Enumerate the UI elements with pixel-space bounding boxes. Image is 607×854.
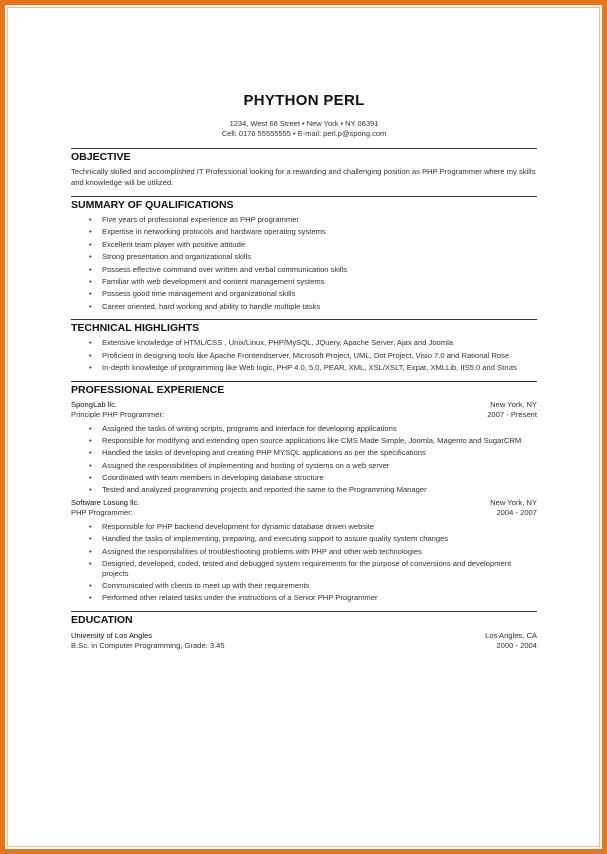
job-company: SpongLab llc.	[71, 399, 118, 409]
job-duties	[71, 424, 537, 495]
resume-document	[71, 92, 537, 652]
education-section	[71, 611, 537, 652]
list-item: • Strong presentation and organizational skills	[89, 252, 537, 262]
list-item: • Career oriented, hard working and ability to handle multiple tasks	[89, 302, 537, 312]
list-item: • Extensive knowledge of HTML/CSS , Unix/Linux, PHP/MySQL, JQuery, Apache Server, Ajax and Joomla	[89, 338, 537, 348]
job-subheader	[71, 410, 537, 421]
job-location: New York, NY	[490, 399, 537, 409]
job-header	[71, 498, 537, 509]
list-item: • Assigned the responsibilities of implementing and hosting of systems on a web server	[89, 461, 537, 471]
list-item: • Proficient in designing tools like Apache Frontendserver, Microsoft Project, UML, Dot Project, Visio 7.0 and Rational Rose	[89, 351, 537, 361]
objective-section	[71, 148, 537, 188]
list-item: • Handled the tasks of implementing, preparing, and executing support to assure quality system changes	[89, 534, 537, 544]
experience-heading: PROFESSIONAL EXPERIENCE	[71, 381, 537, 397]
job-entry	[71, 400, 537, 495]
list-item: • Expertise in networking protocols and hardware operating systems	[89, 227, 537, 237]
resume-name: PHYTHON PERL	[243, 92, 365, 109]
job-dates: 2004 - 2007	[496, 508, 537, 518]
list-item: • Five years of professional experience as PHP programmer	[89, 215, 537, 225]
job-title: Principle PHP Programmer:	[71, 410, 165, 420]
experience-section	[71, 381, 537, 603]
education-heading: EDUCATION	[71, 611, 537, 627]
list-item: • Possess effective command over written and verbal communication skills	[89, 265, 537, 275]
summary-section	[71, 196, 537, 311]
education-location: Los Angles, CA	[485, 630, 537, 640]
list-item: • Assigned the tasks of writing scripts, programs and interface for developing applications	[89, 424, 537, 434]
job-header	[71, 400, 537, 411]
list-item: • Excellent team player with positive attitude	[89, 240, 537, 250]
job-entry	[71, 498, 537, 603]
education-subheader	[71, 641, 537, 652]
technical-section	[71, 319, 537, 372]
contact-line: Cell: 0176 55555555 • E-mail: perl.p@spong.com	[221, 129, 387, 138]
list-item: • Coordinated with team members in developing database structure	[89, 473, 537, 483]
education-school: University of Los Angles	[71, 630, 153, 640]
job-company: Software Losung llc.	[71, 497, 140, 507]
list-item: • Tested and analyzed programming projects and reported the same to the Programming Manager	[89, 485, 537, 495]
list-item: • Handled the tasks of developing and creating PHP MYSQL applications as per the specifications	[89, 448, 537, 458]
education-header	[71, 631, 537, 642]
job-duties	[71, 522, 537, 603]
summary-heading: SUMMARY OF QUALIFICATIONS	[71, 196, 537, 212]
job-title: PHP Programmer:	[71, 508, 133, 518]
summary-list	[71, 215, 537, 311]
list-item: • Possess good time management and organizational skills	[89, 289, 537, 299]
list-item: • Performed other related tasks under the instructions of a Senior PHP Programmer	[89, 593, 537, 603]
job-dates: 2007 - Present	[487, 410, 537, 420]
objective-text: Technically skilled and accomplished IT Professional looking for a rewarding and challenging position as PHP Programmer where my skills and knowledge will be utilized.	[71, 167, 536, 187]
technical-list	[71, 338, 537, 372]
education-degree: B.Sc. in Computer Programming, Grade: 3.45	[71, 641, 225, 651]
address-line: 1234, West 68 Street • New York • NY 06391	[229, 119, 379, 128]
list-item: • Responsible for PHP backend development for dynamic database driven website	[89, 522, 537, 532]
job-subheader	[71, 508, 537, 519]
education-dates: 2000 - 2004	[496, 641, 537, 651]
list-item: • Assigned the responsibilities of troubleshooting problems with PHP and other web technologies	[89, 547, 537, 557]
technical-heading: TECHNICAL HIGHLIGHTS	[71, 319, 537, 335]
list-item: • Familiar with web development and content management systems	[89, 277, 537, 287]
list-item: • Responsible for modifying and extending open source applications like CMS Made Simple, Joomla, Magento and SugarCRM	[89, 436, 537, 446]
list-item: • Designed, developed, coded, tested and debugged system requirements for the purpose of conversions and development projects	[89, 559, 537, 578]
list-item: • Communicated with clients to meet up with their requirements	[89, 581, 537, 591]
job-location: New York, NY	[490, 497, 537, 507]
list-item: • In-depth knowledge of programming like Web logic, PHP 4.0, 5.0, PEAR, XML, XSL/XSLT, Expat, XMLLib, IIS5.0 and Struts	[89, 363, 537, 373]
objective-heading: OBJECTIVE	[71, 148, 537, 164]
